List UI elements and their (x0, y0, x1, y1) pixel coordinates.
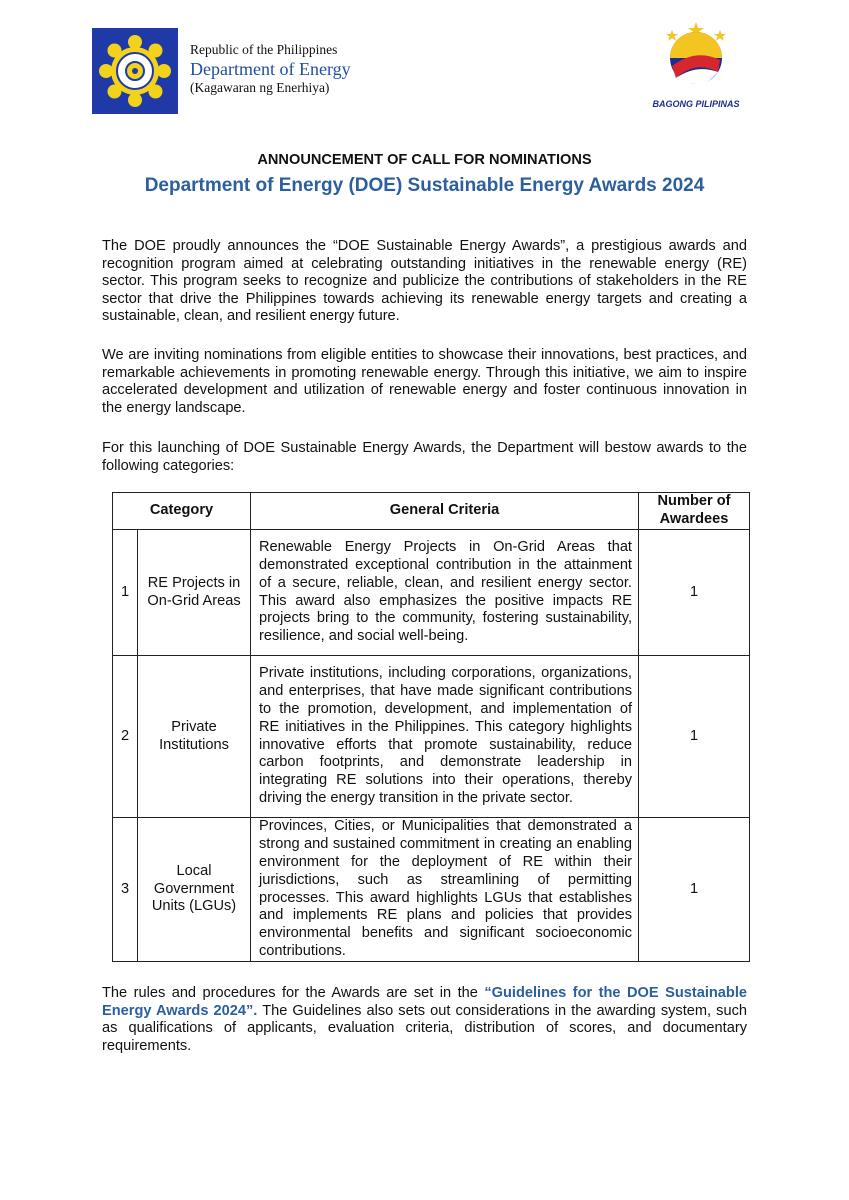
row-awardees: 1 (639, 818, 750, 962)
paragraph-guidelines (102, 985, 747, 1055)
row-category: Private Institutions (138, 656, 251, 818)
row-category: Local Government Units (LGUs) (138, 818, 251, 962)
bagong-pilipinas-emblem-icon (646, 20, 746, 94)
row-number: 1 (113, 530, 138, 656)
row-number: 3 (113, 818, 138, 962)
row-criteria: Provinces, Cities, or Municipalities that demonstrated a strong and sustained commitment in creating an enabling environment for the deployment of RE within their jurisdictions, such as streamlining of permitting processes. This award highlights LGUs that establishes and implements RE plans and policies that provides environmental benefits and significant socioeconomic contributions. (251, 818, 639, 962)
department-filipino-name: (Kagawaran ng Enerhiya) (190, 80, 330, 95)
row-criteria: Private institutions, including corporations, organizations, and enterprises, that have made significant contributions to the promotion, development, and implementation of RE initiatives in the Philippines. This category highlights innovative efforts that promote sustainability, reduce carbon footprints, and demonstrate leadership in integrating RE solutions into their operations, thereby driving the energy transition in the private sector. (251, 656, 639, 818)
row-awardees: 1 (639, 656, 750, 818)
header-awardees: Number of Awardees (639, 493, 750, 530)
table-row (113, 530, 750, 656)
award-title: Department of Energy (DOE) Sustainable Energy Awards 2024 (144, 175, 705, 196)
row-awardees: 1 (639, 530, 750, 656)
announcement-heading: ANNOUNCEMENT OF CALL FOR NOMINATIONS (257, 152, 592, 168)
republic-line: Republic of the Philippines (190, 42, 338, 57)
doe-seal-icon (92, 28, 178, 114)
bagong-pilipinas-logo (646, 20, 746, 112)
table-row (113, 818, 750, 962)
row-number: 2 (113, 656, 138, 818)
guidelines-text-before: The rules and procedures for the Awards are set in the (102, 985, 485, 1001)
bagong-pilipinas-text: BAGONG PILIPINAS (652, 99, 740, 109)
paragraph-invitation: We are inviting nominations from eligible entities to showcase their innovations, best practices, and remarkable achievements in promoting renewable energy. Through this initiative, we aim to inspire accelerated development and utilization of renewable energy and foster continuous innovation in the energy landscape. (102, 347, 747, 416)
row-category: RE Projects in On-Grid Areas (138, 530, 251, 656)
doe-logo (92, 28, 178, 114)
row-criteria: Renewable Energy Projects in On-Grid Areas that demonstrated exceptional contribution in the attainment of a secure, reliable, clean, and resilient energy sector. This award also emphasizes the positive impacts RE projects bring to the community, fostering sustainability, resilience, and social well-being. (251, 530, 639, 656)
paragraph-intro: The DOE proudly announces the “DOE Sustainable Energy Awards”, a prestigious awards and recognition program aimed at celebrating outstanding initiatives in the renewable energy (RE) sector. This program seeks to recognize and publicize the contributions of stakeholders in the RE sector that drive the Philippines towards achieving its renewable energy targets and creating a sustainable, clean, and resilient energy future. (102, 238, 747, 325)
guidelines-title: “Guidelines for the DOE Sustainable Energy Awards 2024”. (102, 985, 747, 1019)
department-name: Department of Energy (190, 59, 351, 79)
header-criteria: General Criteria (251, 493, 639, 530)
header-category: Category (113, 493, 251, 530)
categories-table (112, 492, 750, 962)
table-header-row (113, 493, 750, 530)
table-row (113, 656, 750, 818)
guidelines-text-after: The Guidelines also sets out considerations in the awarding system, such as qualifications of applicants, evaluation criteria, distribution of scores, and documentary requirements. (102, 1002, 748, 1054)
letterhead (190, 42, 351, 96)
paragraph-categories-intro: For this launching of DOE Sustainable Energy Awards, the Department will bestow awards to the following categories: (102, 440, 747, 474)
